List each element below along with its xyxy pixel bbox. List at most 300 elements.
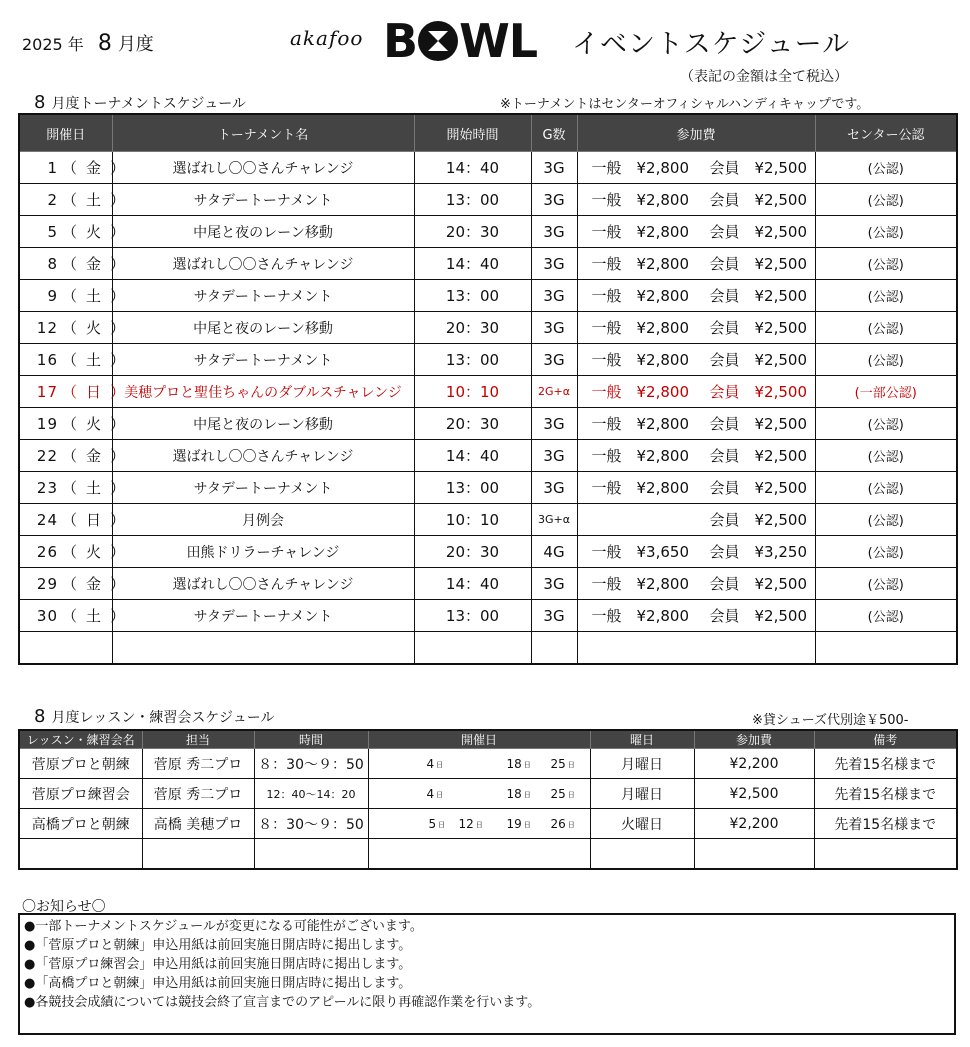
tournament-note: ※トーナメントはセンターオフィシャルハンディキャップです。 (500, 97, 870, 112)
tournament-games: 3G (531, 248, 577, 280)
tournament-name: 月例会 (112, 504, 414, 536)
col-header-games: G数 (531, 114, 577, 152)
tournament-time: 13：00 (414, 280, 531, 312)
tournament-time: 14：40 (414, 440, 531, 472)
tournament-day: 16 (36, 351, 58, 369)
notice-item: ●「高橋プロと朝練」申込用紙は前回実施日開店時に掲出します。 (24, 976, 412, 991)
paren-open: （ (62, 575, 79, 593)
tournament-row (19, 440, 957, 472)
tournament-weekday: 土 (86, 351, 103, 369)
tournament-approval: (公認) (815, 184, 957, 216)
tournament-name: 選ばれし〇〇さんチャレンジ (112, 440, 414, 472)
notices-box (18, 913, 956, 1035)
tournament-time: 14：40 (414, 568, 531, 600)
paren-close: ） (110, 447, 127, 465)
fee-general: 一般 ¥2,800 (591, 383, 689, 401)
tournament-day: 9 (47, 287, 58, 305)
tournament-date (19, 344, 127, 376)
tournament-row (19, 408, 957, 440)
tournament-day: 5 (47, 223, 58, 241)
col-header-lesson-name: レッスン・練習会名 (19, 730, 142, 749)
tournament-date (19, 312, 127, 344)
logo-letter-b: B (383, 14, 418, 68)
paren-open: （ (62, 511, 79, 529)
tournament-approval: (公認) (815, 312, 957, 344)
tournament-weekday: 金 (86, 255, 103, 273)
tournament-month: 8 (34, 92, 46, 113)
fee-general: 一般 ¥2,800 (591, 607, 689, 625)
paren-close: ） (110, 543, 127, 561)
lesson-day (507, 757, 531, 771)
empty-cell (19, 839, 142, 870)
tournament-date (19, 472, 127, 504)
empty-cell (590, 839, 694, 870)
tournament-fee (577, 312, 815, 344)
header-year: 2025 年 (22, 35, 84, 54)
fee-general: 一般 ¥2,800 (591, 479, 689, 497)
tournament-day: 22 (36, 447, 58, 465)
tournament-row (19, 152, 957, 184)
fee-member: 会員 ¥2,500 (709, 159, 807, 177)
lesson-instructor: 菅原 秀二プロ (142, 749, 254, 779)
tournament-games: 3G (531, 568, 577, 600)
lesson-time: 12：40～14：20 (254, 779, 368, 809)
tournament-row (19, 376, 957, 408)
tournament-weekday: 金 (86, 447, 103, 465)
lessons-note: ※貸シューズ代別途￥500- (752, 713, 909, 728)
logo-akafoo: akafoo (290, 26, 364, 50)
tournament-weekday: 火 (86, 415, 103, 433)
fee-member: 会員 ¥2,500 (709, 319, 807, 337)
tournament-fee (577, 152, 815, 184)
col-header-name: トーナメント名 (112, 114, 414, 152)
lessons-table (18, 729, 958, 870)
empty-cell (142, 839, 254, 870)
col-header-lesson-time: 時間 (254, 730, 368, 749)
tournament-games: 3G (531, 280, 577, 312)
tournament-day: 8 (47, 255, 58, 273)
paren-close: ） (110, 287, 127, 305)
paren-open: （ (62, 319, 79, 337)
tournament-fee (577, 440, 815, 472)
lesson-row (19, 749, 957, 779)
tournament-name: 選ばれし〇〇さんチャレンジ (112, 568, 414, 600)
tournament-row (19, 536, 957, 568)
lesson-day (427, 787, 444, 801)
tournament-time: 10：10 (414, 376, 531, 408)
col-header-approval: センター公認 (815, 114, 957, 152)
lesson-day-mark: 日 (436, 790, 444, 799)
lesson-remarks: 先着15名様まで (814, 749, 957, 779)
lesson-instructor: 高橋 美穂プロ (142, 809, 254, 839)
paren-open: （ (62, 447, 79, 465)
bowling-ball-icon (418, 21, 458, 61)
tournament-row (19, 280, 957, 312)
tournament-fee (577, 568, 815, 600)
tournament-time: 20：30 (414, 408, 531, 440)
logo-letters-wl: WL (459, 14, 538, 68)
tournament-day: 29 (36, 575, 58, 593)
tournament-approval: (公認) (815, 152, 957, 184)
tournament-name: サタデートーナメント (112, 344, 414, 376)
paren-close: ） (110, 191, 127, 209)
tournament-fee (577, 344, 815, 376)
tournament-name: 中尾と夜のレーン移動 (112, 312, 414, 344)
lesson-days (368, 779, 590, 809)
tournament-games: 3G (531, 152, 577, 184)
lesson-time: ８：30～９：50 (254, 749, 368, 779)
tournament-games: 3G (531, 216, 577, 248)
fee-member: 会員 ¥2,500 (709, 447, 807, 465)
header-month-suffix: 月度 (117, 34, 154, 55)
fee-member: 会員 ¥2,500 (709, 351, 807, 369)
fee-general: 一般 ¥2,800 (591, 447, 689, 465)
tournament-row (19, 600, 957, 632)
paren-open: （ (62, 543, 79, 561)
fee-general: 一般 ¥2,800 (591, 159, 689, 177)
paren-open: （ (62, 415, 79, 433)
tournament-date (19, 536, 127, 568)
tournament-approval: (公認) (815, 344, 957, 376)
tournament-weekday: 火 (86, 223, 103, 241)
fee-general: 一般 ¥2,800 (591, 287, 689, 305)
tournament-weekday: 火 (86, 319, 103, 337)
empty-cell (531, 632, 577, 665)
tournament-fee (577, 376, 815, 408)
lesson-day (459, 817, 483, 831)
lesson-fee: ¥2,500 (694, 779, 814, 809)
col-header-time: 開始時間 (414, 114, 531, 152)
lesson-weekday: 月曜日 (590, 779, 694, 809)
lesson-instructor: 菅原 秀二プロ (142, 779, 254, 809)
tournament-fee (577, 472, 815, 504)
tournament-row (19, 248, 957, 280)
tournament-date (19, 152, 127, 184)
tournament-games: 3G (531, 440, 577, 472)
fee-general: 一般 ¥3,650 (591, 543, 689, 561)
fee-member: 会員 ¥2,500 (709, 383, 807, 401)
notice-item: ●「菅原プロ練習会」申込用紙は前回実施日開店時に掲出します。 (24, 957, 412, 972)
fee-member: 会員 ¥2,500 (709, 607, 807, 625)
tournament-row (19, 504, 957, 536)
lesson-day-number: 19 (506, 817, 522, 831)
tournament-time: 14：40 (414, 152, 531, 184)
lesson-day-mark: 日 (523, 760, 531, 769)
paren-open: （ (62, 223, 79, 241)
paren-close: ） (110, 159, 127, 177)
tournament-day: 2 (47, 191, 58, 209)
tournament-time: 20：30 (414, 312, 531, 344)
lessons-title-text: 月度レッスン・練習会スケジュール (51, 710, 275, 726)
lessons-empty-row (19, 839, 957, 870)
logo-bowl (383, 14, 537, 68)
lesson-day (551, 757, 575, 771)
paren-close: ） (110, 575, 127, 593)
tournament-row (19, 472, 957, 504)
lesson-day-mark: 日 (523, 790, 531, 799)
col-header-fee: 参加費 (577, 114, 815, 152)
fee-general: 一般 ¥2,800 (591, 223, 689, 241)
tournament-time: 14：40 (414, 248, 531, 280)
paren-open: （ (62, 479, 79, 497)
tournament-approval: (公認) (815, 248, 957, 280)
fee-general: 一般 ¥2,800 (591, 255, 689, 273)
tournament-table (18, 113, 958, 665)
paren-open: （ (62, 191, 79, 209)
lesson-weekday: 月曜日 (590, 749, 694, 779)
lesson-day-number: 25 (550, 757, 566, 771)
tournament-approval: (公認) (815, 408, 957, 440)
paren-close: ） (110, 511, 127, 529)
tournament-fee (577, 504, 815, 536)
fee-general: 一般 ¥2,800 (591, 415, 689, 433)
tournament-name: サタデートーナメント (112, 600, 414, 632)
tournament-name: サタデートーナメント (112, 280, 414, 312)
fee-member: 会員 ¥2,500 (709, 223, 807, 241)
tournament-title-text: 月度トーナメントスケジュール (51, 96, 246, 112)
tournament-day: 23 (36, 479, 58, 497)
tournament-day: 26 (36, 543, 58, 561)
col-header-remarks: 備考 (814, 730, 957, 749)
notice-item: ●「菅原プロと朝練」申込用紙は前回実施日開店時に掲出します。 (24, 938, 412, 953)
tournament-games: 3G+α (531, 504, 577, 536)
lesson-day (507, 787, 531, 801)
lesson-day-number: 4 (426, 757, 435, 771)
tournament-time: 13：00 (414, 184, 531, 216)
empty-cell (254, 839, 368, 870)
col-header-date: 開催日 (19, 114, 112, 152)
tournament-weekday: 日 (86, 511, 103, 529)
tournament-name: 選ばれし〇〇さんチャレンジ (112, 152, 414, 184)
lesson-day-mark: 日 (438, 820, 446, 829)
lesson-fee: ¥2,200 (694, 749, 814, 779)
tournament-time: 13：00 (414, 600, 531, 632)
fee-general: 一般 ¥2,800 (591, 575, 689, 593)
tournament-row (19, 184, 957, 216)
tournament-name: 中尾と夜のレーン移動 (112, 408, 414, 440)
lesson-day (551, 817, 575, 831)
fee-member: 会員 ¥2,500 (709, 511, 807, 529)
tournament-time: 13：00 (414, 472, 531, 504)
tournament-weekday: 土 (86, 607, 103, 625)
notice-item: ●各競技会成績については競技会終了宣言までのアピールに限り再確認作業を行います。 (24, 995, 541, 1010)
lesson-day (429, 817, 446, 831)
lesson-day-mark: 日 (436, 760, 444, 769)
tournament-day: 24 (36, 511, 58, 529)
tournament-row (19, 568, 957, 600)
tournament-fee (577, 184, 815, 216)
tournament-fee (577, 600, 815, 632)
tournament-name: サタデートーナメント (112, 184, 414, 216)
paren-close: ） (110, 479, 127, 497)
lesson-day-number: 4 (426, 787, 435, 801)
lesson-name: 高橋プロと朝練 (19, 809, 142, 839)
tournament-name: 選ばれし〇〇さんチャレンジ (112, 248, 414, 280)
tournament-name: 田熊ドリラーチャレンジ (112, 536, 414, 568)
tournament-date (19, 504, 127, 536)
paren-close: ） (110, 607, 127, 625)
lesson-weekday: 火曜日 (590, 809, 694, 839)
tournament-approval: (一部公認) (815, 376, 957, 408)
lesson-day (507, 817, 531, 831)
tournament-time: 20：30 (414, 216, 531, 248)
paren-close: ） (110, 351, 127, 369)
lessons-header-row (19, 730, 957, 749)
paren-open: （ (62, 159, 79, 177)
tax-note: （表記の金額は全て税込） (680, 69, 848, 85)
tournament-date (19, 568, 127, 600)
tournament-name: 美穂プロと聖佳ちゃんのダブルスチャレンジ (112, 376, 414, 408)
tournament-games: 3G (531, 344, 577, 376)
empty-cell (577, 632, 815, 665)
tournament-date (19, 440, 127, 472)
tournament-approval: (公認) (815, 280, 957, 312)
notices-title: 〇お知らせ〇 (22, 899, 106, 915)
tournament-approval: (公認) (815, 568, 957, 600)
fee-member: 会員 ¥3,250 (709, 543, 807, 561)
paren-close: ） (110, 383, 127, 401)
tournament-fee (577, 408, 815, 440)
tournament-date (19, 376, 127, 408)
paren-open: （ (62, 351, 79, 369)
tournament-fee (577, 280, 815, 312)
tournament-fee (577, 248, 815, 280)
notice-item: ●一部トーナメントスケジュールが変更になる可能性がございます。 (24, 919, 423, 934)
tournament-date (19, 408, 127, 440)
empty-cell (815, 632, 957, 665)
tournament-time: 20：30 (414, 536, 531, 568)
tournament-weekday: 火 (86, 543, 103, 561)
tournament-empty-row (19, 632, 957, 665)
tournament-name: サタデートーナメント (112, 472, 414, 504)
tournament-section-title (34, 92, 246, 113)
lesson-row (19, 809, 957, 839)
tournament-day: 17 (36, 383, 58, 401)
tournament-games: 2G+α (531, 376, 577, 408)
tournament-approval: (公認) (815, 472, 957, 504)
paren-close: ） (110, 319, 127, 337)
tournament-time: 13：00 (414, 344, 531, 376)
tournament-name: 中尾と夜のレーン移動 (112, 216, 414, 248)
tournament-row (19, 216, 957, 248)
col-header-lesson-fee: 参加費 (694, 730, 814, 749)
lesson-time: ８：30～９：50 (254, 809, 368, 839)
tournament-day: 1 (47, 159, 58, 177)
tournament-date (19, 184, 127, 216)
col-header-lesson-days: 開催日 (368, 730, 590, 749)
lesson-days (368, 809, 590, 839)
paren-open: （ (62, 383, 79, 401)
tournament-header-row (19, 114, 957, 152)
notices-list (20, 917, 954, 1012)
tournament-day: 19 (36, 415, 58, 433)
lesson-day (551, 787, 575, 801)
lesson-remarks: 先着15名様まで (814, 779, 957, 809)
lesson-day-number: 26 (550, 817, 566, 831)
lesson-day-mark: 日 (567, 820, 575, 829)
empty-cell (368, 839, 590, 870)
tournament-date (19, 248, 127, 280)
tournament-weekday: 土 (86, 191, 103, 209)
header-month: 8 (97, 31, 112, 56)
tournament-time: 10：10 (414, 504, 531, 536)
empty-cell (19, 632, 112, 665)
fee-member: 会員 ¥2,500 (709, 191, 807, 209)
page-title: イベントスケジュール (572, 29, 851, 60)
tournament-weekday: 日 (86, 383, 103, 401)
fee-member: 会員 ¥2,500 (709, 287, 807, 305)
empty-cell (414, 632, 531, 665)
col-header-weekday: 曜日 (590, 730, 694, 749)
tournament-date (19, 216, 127, 248)
tournament-games: 3G (531, 600, 577, 632)
tournament-fee (577, 216, 815, 248)
tournament-approval: (公認) (815, 600, 957, 632)
lesson-day-number: 12 (458, 817, 474, 831)
tournament-row (19, 312, 957, 344)
tournament-games: 4G (531, 536, 577, 568)
lesson-day-number: 18 (506, 757, 522, 771)
lesson-day-mark: 日 (567, 760, 575, 769)
tournament-date (19, 280, 127, 312)
tournament-weekday: 土 (86, 287, 103, 305)
paren-close: ） (110, 223, 127, 241)
tournament-approval: (公認) (815, 216, 957, 248)
tournament-weekday: 金 (86, 575, 103, 593)
lesson-day-mark: 日 (567, 790, 575, 799)
lesson-row (19, 779, 957, 809)
fee-member: 会員 ¥2,500 (709, 479, 807, 497)
fee-general: 一般 ¥2,800 (591, 319, 689, 337)
lesson-day-mark: 日 (475, 820, 483, 829)
lessons-section-title (34, 706, 274, 727)
fee-general: 一般 ¥2,800 (591, 351, 689, 369)
fee-general: 一般 ¥2,800 (591, 191, 689, 209)
tournament-weekday: 土 (86, 479, 103, 497)
lesson-name: 菅原プロと朝練 (19, 749, 142, 779)
paren-open: （ (62, 287, 79, 305)
fee-member: 会員 ¥2,500 (709, 255, 807, 273)
tournament-approval: (公認) (815, 440, 957, 472)
tournament-games: 3G (531, 312, 577, 344)
tournament-games: 3G (531, 408, 577, 440)
col-header-instructor: 担当 (142, 730, 254, 749)
empty-cell (814, 839, 957, 870)
lesson-day-number: 25 (550, 787, 566, 801)
tournament-fee (577, 536, 815, 568)
paren-open: （ (62, 607, 79, 625)
lesson-name: 菅原プロ練習会 (19, 779, 142, 809)
tournament-games: 3G (531, 472, 577, 504)
tournament-approval: (公認) (815, 536, 957, 568)
lesson-days (368, 749, 590, 779)
paren-close: ） (110, 415, 127, 433)
lesson-day-number: 18 (506, 787, 522, 801)
paren-open: （ (62, 255, 79, 273)
lesson-day-number: 5 (428, 817, 437, 831)
fee-member: 会員 ¥2,500 (709, 575, 807, 593)
tournament-row (19, 344, 957, 376)
lesson-fee: ¥2,200 (694, 809, 814, 839)
empty-cell (112, 632, 414, 665)
tournament-day: 12 (36, 319, 58, 337)
tournament-date (19, 600, 127, 632)
tournament-day: 30 (36, 607, 58, 625)
paren-close: ） (110, 255, 127, 273)
lesson-day (427, 757, 444, 771)
tournament-approval: (公認) (815, 504, 957, 536)
empty-cell (694, 839, 814, 870)
